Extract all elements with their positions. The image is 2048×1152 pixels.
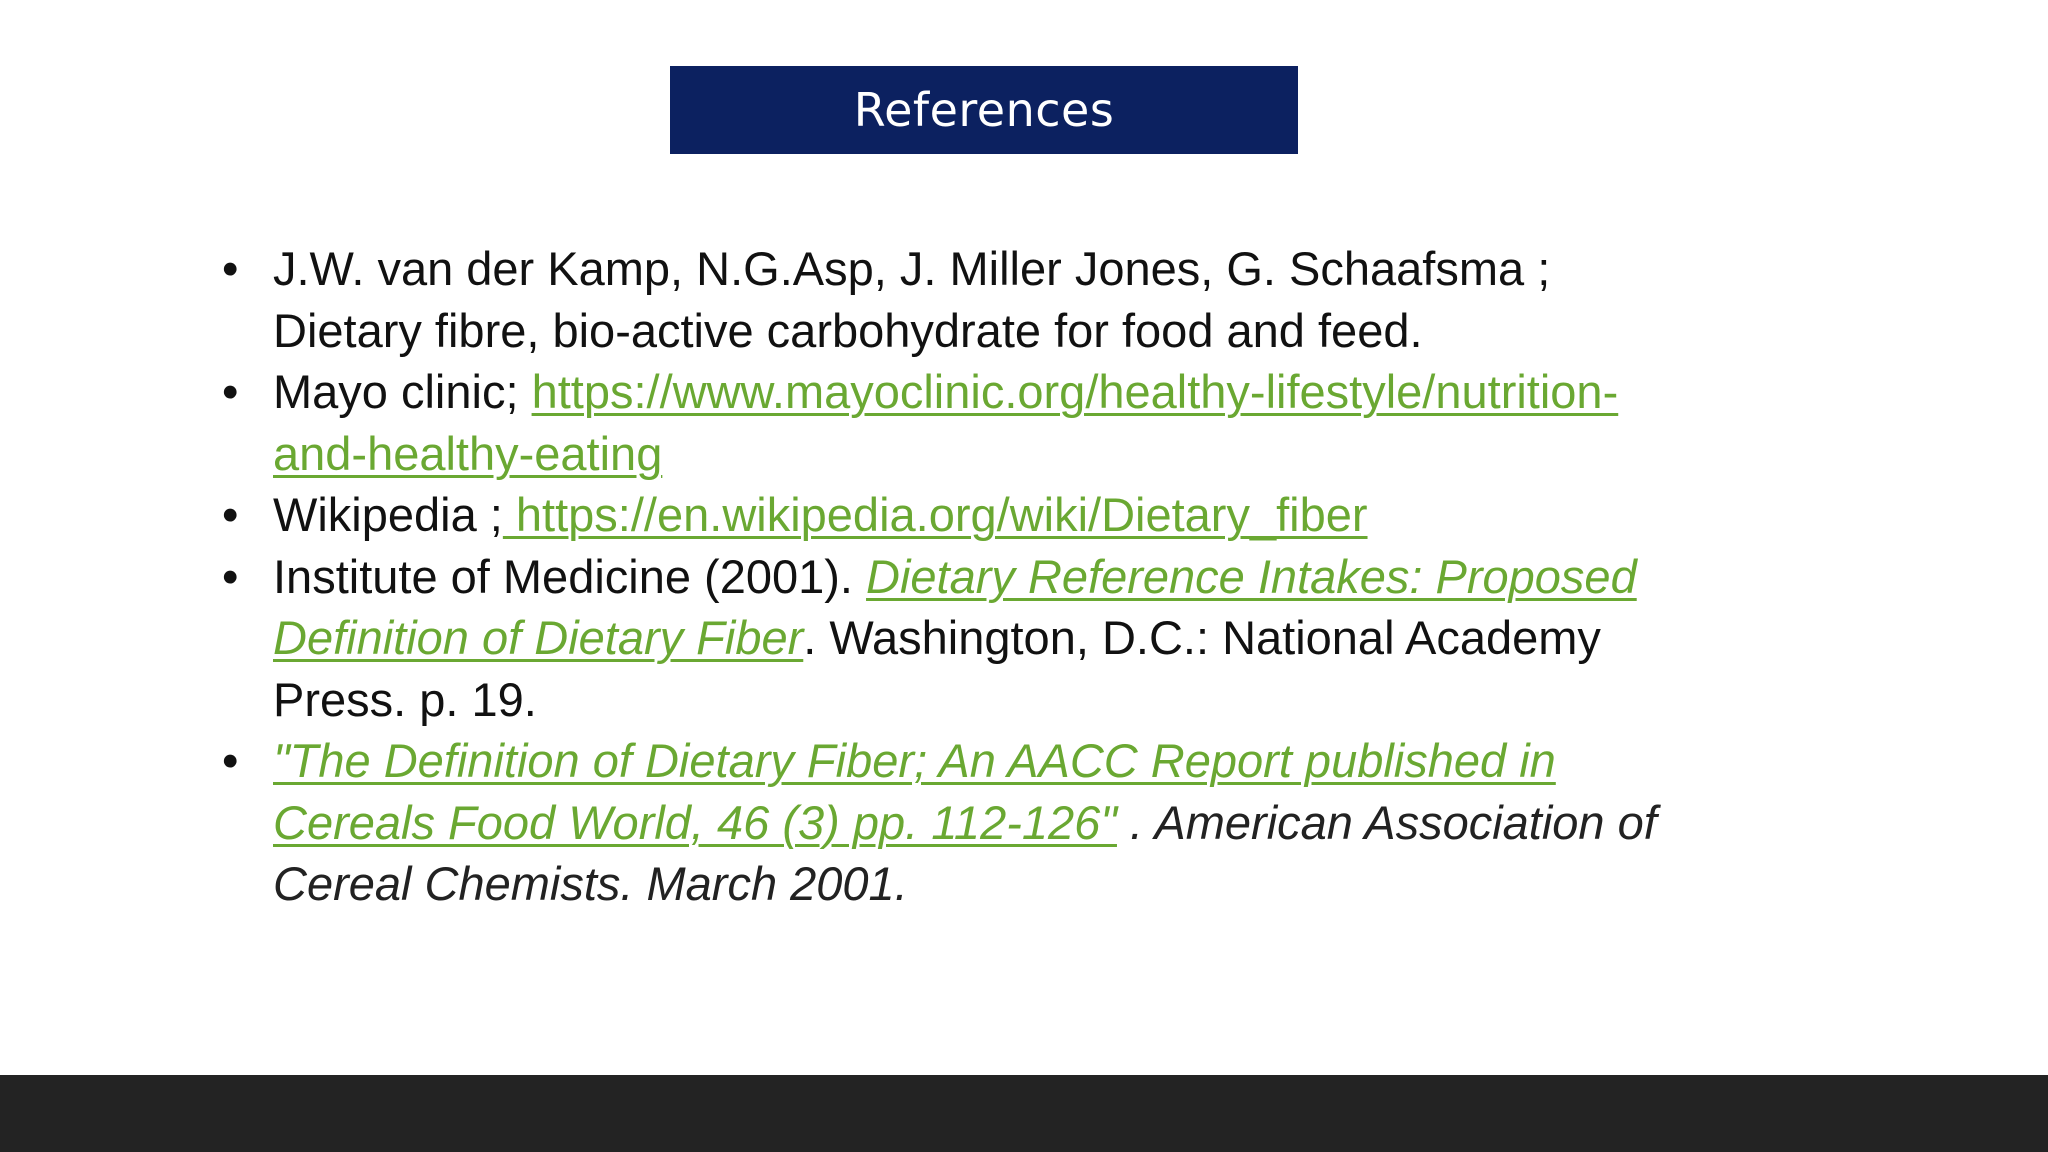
reference-item-5 bbox=[222, 730, 1842, 915]
reference-title: Dietary fibre, bio-active carbohydrate for food and feed. bbox=[273, 303, 1423, 357]
bottom-bar bbox=[0, 1075, 2048, 1152]
reference-item-2 bbox=[222, 361, 1842, 484]
wikipedia-link[interactable]: https://en.wikipedia.org/wiki/Dietary_fiber bbox=[502, 488, 1368, 541]
reference-source: Wikipedia ; bbox=[273, 488, 503, 541]
reference-page: Press. p. 19. bbox=[273, 672, 537, 726]
bullet: • bbox=[222, 734, 239, 787]
bullet: • bbox=[222, 242, 239, 295]
reference-source: Mayo clinic; bbox=[273, 365, 532, 418]
aacc-report-link-continued[interactable]: Cereals Food World, 46 (3) pp. 112-126" bbox=[273, 795, 1117, 849]
mayo-clinic-link[interactable]: https://www.mayoclinic.org/healthy-lifestyle/nutrition- bbox=[531, 365, 1619, 418]
bullet: • bbox=[222, 488, 239, 541]
reference-date: Cereal Chemists. March 2001. bbox=[273, 857, 908, 910]
dietary-reference-intakes-link[interactable]: Dietary Reference Intakes: Proposed bbox=[866, 549, 1637, 603]
reference-list bbox=[222, 238, 1842, 915]
reference-item-3 bbox=[222, 484, 1842, 546]
bullet: • bbox=[222, 365, 239, 418]
dietary-reference-intakes-link-continued[interactable]: Definition of Dietary Fiber bbox=[273, 611, 804, 664]
reference-item-4 bbox=[222, 546, 1842, 731]
slide-title: References bbox=[853, 83, 1115, 137]
reference-item-1 bbox=[222, 238, 1842, 361]
aacc-report-link[interactable]: "The Definition of Dietary Fiber; An AACC Report published in bbox=[273, 734, 1556, 787]
bullet: • bbox=[222, 549, 239, 603]
reference-publisher: . American Association of bbox=[1116, 795, 1657, 849]
mayo-clinic-link-continued[interactable]: and-healthy-eating bbox=[273, 426, 663, 480]
reference-publisher: . Washington, D.C.: National Academy bbox=[803, 611, 1601, 664]
title-banner bbox=[670, 66, 1298, 154]
reference-source: Institute of Medicine (2001). bbox=[273, 549, 867, 603]
reference-authors: J.W. van der Kamp, N.G.Asp, J. Miller Jones, G. Schaafsma ; bbox=[273, 242, 1551, 295]
